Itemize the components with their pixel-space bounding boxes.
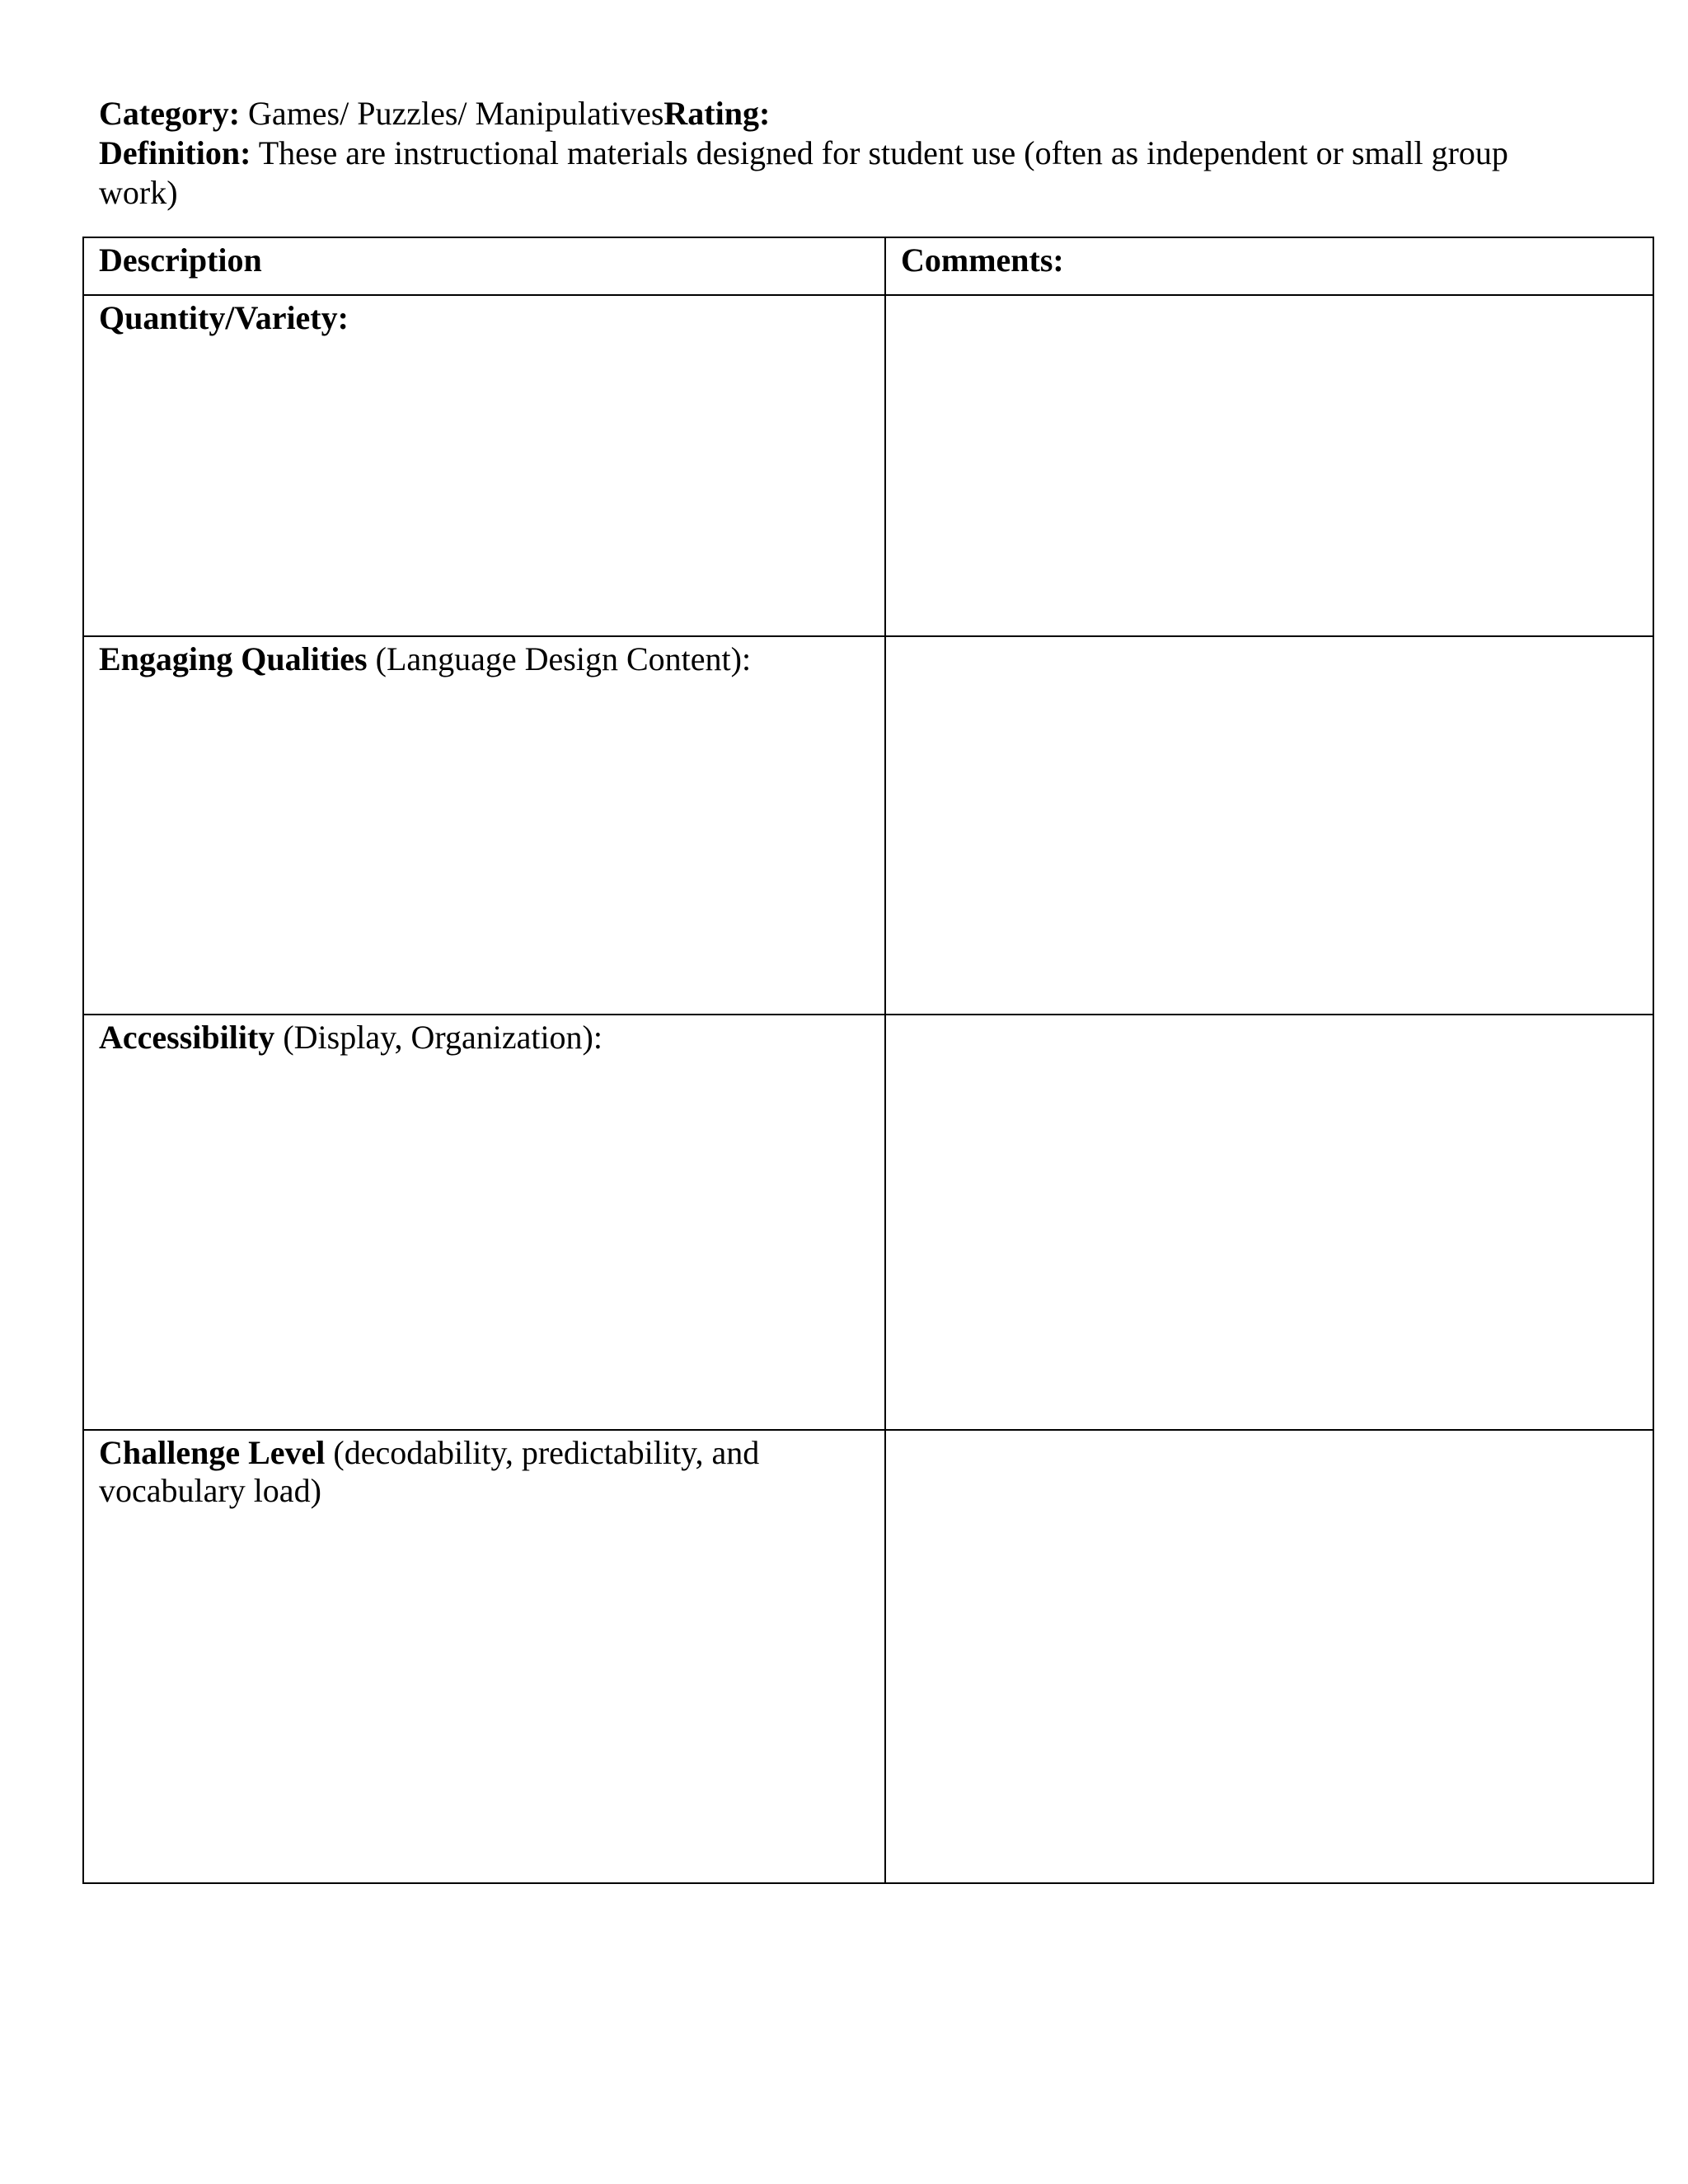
comment-cell-engaging-qualities[interactable]	[885, 636, 1653, 1015]
comment-cell-accessibility[interactable]	[885, 1015, 1653, 1430]
definition-text: These are instructional materials designed for student use (often as independent or small group work)	[99, 134, 1508, 211]
criterion-label: Quantity/Variety:	[99, 299, 349, 336]
criterion-label: Accessibility	[99, 1019, 275, 1056]
description-header: Description	[83, 237, 885, 295]
rating-label: Rating:	[663, 95, 771, 132]
definition-line	[99, 134, 1533, 213]
comment-cell-challenge-level[interactable]	[885, 1430, 1653, 1883]
criterion-detail: (decodability, predictability, and vocabulary load)	[99, 1434, 760, 1509]
criterion-detail: (Language Design Content):	[367, 640, 752, 677]
category-line	[99, 94, 1533, 134]
table-row	[83, 636, 1653, 1015]
criterion-label: Challenge Level	[99, 1434, 326, 1471]
comment-cell-quantity-variety[interactable]	[885, 295, 1653, 636]
evaluation-table	[82, 237, 1654, 1884]
table-row	[83, 1430, 1653, 1883]
table-row	[83, 295, 1653, 636]
form-header	[99, 94, 1533, 213]
comments-header: Comments:	[885, 237, 1653, 295]
criterion-cell-engaging-qualities	[83, 636, 885, 1015]
category-value: Games/ Puzzles/ Manipulatives	[240, 95, 664, 132]
criterion-cell-accessibility	[83, 1015, 885, 1430]
definition-label: Definition:	[99, 134, 251, 171]
criterion-label: Engaging Qualities	[99, 640, 368, 677]
criterion-cell-quantity-variety	[83, 295, 885, 636]
criterion-detail: (Display, Organization):	[274, 1019, 603, 1056]
table-header-row	[83, 237, 1653, 295]
table-row	[83, 1015, 1653, 1430]
category-label: Category:	[99, 95, 241, 132]
criterion-cell-challenge-level	[83, 1430, 885, 1883]
